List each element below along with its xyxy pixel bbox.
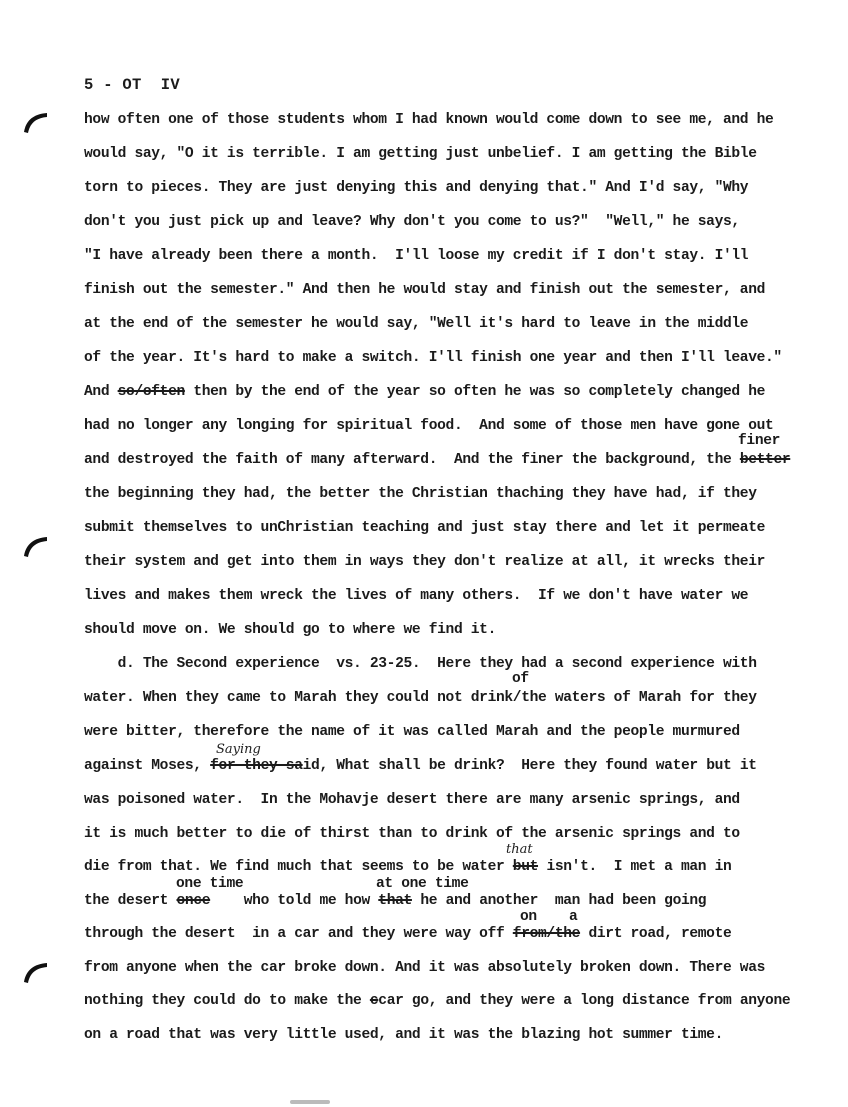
- text-line: should move on. We should go to where we find it.: [84, 622, 496, 638]
- page-header: 5 - OT IV: [84, 76, 181, 94]
- text-line: torn to pieces. They are just denying this and denying that." And I'd say, "Why: [84, 180, 749, 196]
- text-line: d. The Second experience vs. 23-25. Here they had a second experience with: [84, 656, 757, 672]
- text-line: was poisoned water. In the Mohavje desert there are many arsenic springs, and: [84, 792, 740, 808]
- struck-text: from/the: [512, 926, 581, 942]
- text-line: nothing they could do to make the ccar go, and they were a long distance from anyone: [84, 993, 791, 1009]
- typed-insertion: on: [520, 909, 537, 925]
- typed-insertion: a: [569, 909, 578, 925]
- text-line: don't you just pick up and leave? Why don't you come to us?" "Well," he says,: [84, 214, 740, 230]
- text-line: die from that. We find much that seems to be water but isn't. I met a man in: [84, 859, 732, 875]
- text-line: water. When they came to Marah they could not drink/the waters of Marah for they: [84, 690, 757, 706]
- text-line: "I have already been there a month. I'll loose my credit if I don't stay. I'll: [84, 248, 749, 264]
- struck-text: better: [739, 452, 791, 468]
- handwritten-insertion: that: [506, 842, 533, 857]
- text-line: were bitter, therefore the name of it was called Marah and the people murmured: [84, 724, 740, 740]
- text-line: how often one of those students whom I had known would come down to see me, and he: [84, 112, 774, 128]
- struck-text: but: [512, 859, 539, 875]
- text-line: lives and makes them wreck the lives of many others. If we don't have water we: [84, 588, 749, 604]
- text-line: And so/often then by the end of the year so often he was so completely changed he: [84, 384, 766, 400]
- text-line: submit themselves to unChristian teaching and just stay there and let it permeate: [84, 520, 766, 536]
- typed-insertion: of: [512, 671, 529, 687]
- typed-insertion: finer: [738, 433, 781, 449]
- struck-text: for they sa: [210, 758, 303, 774]
- text-line: against Moses, for they said, What shall be drink? Here they found water but it: [84, 758, 757, 774]
- struck-text: c: [369, 993, 379, 1009]
- typed-insertion: one time: [176, 876, 244, 892]
- text-line: through the desert in a car and they were way off from/the dirt road, remote: [84, 926, 732, 942]
- text-line: of the year. It's hard to make a switch. I'll finish one year and then I'll leave.": [84, 350, 782, 366]
- text-line: and destroyed the faith of many afterward. And the finer the background, the better: [84, 452, 791, 468]
- text-line: their system and get into them in ways they don't realize at all, it wrecks their: [84, 554, 766, 570]
- text-line: the beginning they had, the better the Christian thaching they have had, if they: [84, 486, 757, 502]
- text-line: it is much better to die of thirst than to drink of the arsenic springs and to: [84, 826, 740, 842]
- text-line: finish out the semester." And then he would stay and finish out the semester, and: [84, 282, 766, 298]
- text-line: from anyone when the car broke down. And it was absolutely broken down. There was: [84, 960, 766, 976]
- handwritten-insertion: Saying: [216, 742, 261, 757]
- text-line: at the end of the semester he would say, "Well it's hard to leave in the middle: [84, 316, 749, 332]
- scan-smudge: [290, 1100, 330, 1104]
- punch-hole-mark: [20, 108, 50, 138]
- text-line: would say, "O it is terrible. I am getting just unbelief. I am getting the Bible: [84, 146, 757, 162]
- text-line: had no longer any longing for spiritual food. And some of those men have gone out: [84, 418, 774, 434]
- text-line: on a road that was very little used, and it was the blazing hot summer time.: [84, 1027, 723, 1043]
- typed-insertion: at one time: [376, 876, 469, 892]
- struck-text: that: [378, 893, 412, 909]
- punch-hole-mark: [20, 958, 50, 988]
- struck-text: so/often: [117, 384, 185, 400]
- struck-text: once: [176, 893, 211, 909]
- text-line: the desert once who told me how that he and another man had been going: [84, 893, 707, 909]
- punch-hole-mark: [20, 532, 50, 562]
